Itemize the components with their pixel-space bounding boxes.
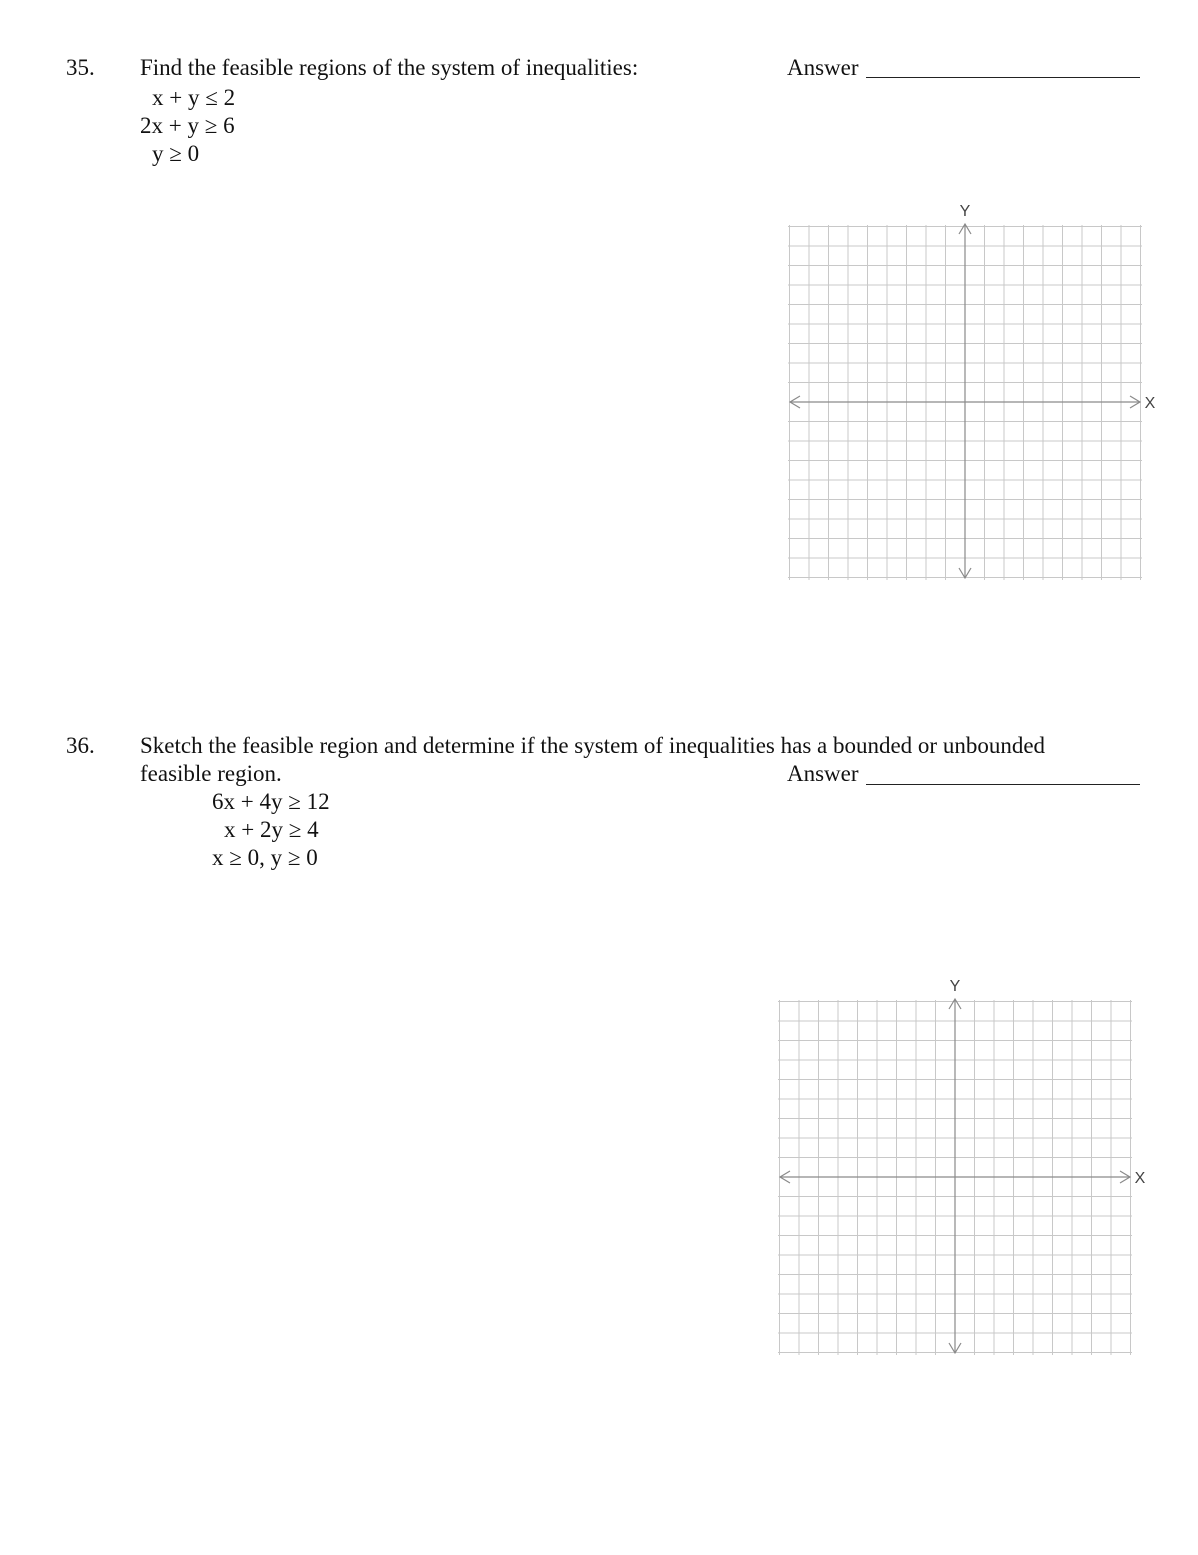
problem-36-inequality-3: x ≥ 0, y ≥ 0 <box>212 845 318 870</box>
problem-35-inequality-3: y ≥ 0 <box>152 141 200 166</box>
problem-36-question-cont: feasible region. <box>140 761 282 786</box>
problem-36-x-axis-label: X <box>1134 1170 1146 1187</box>
problem-35-x-axis-label: X <box>1144 395 1156 412</box>
problem-36-answer-label: Answer <box>787 761 859 786</box>
problem-35-answer-line[interactable] <box>866 77 1140 78</box>
problem-35-coordinate-grid[interactable] <box>780 200 1160 590</box>
problem-36-answer-line[interactable] <box>866 784 1140 785</box>
problem-36-inequality-1: 6x + 4y ≥ 12 <box>212 789 330 814</box>
problem-35-number: 35. <box>66 55 95 80</box>
problem-36-coordinate-grid[interactable] <box>770 975 1150 1365</box>
problem-36-question: Sketch the feasible region and determine if the system of inequalities has a bounded or unbounded <box>140 733 1046 758</box>
problem-35-inequality-1: x + y ≤ 2 <box>152 85 236 110</box>
problem-35-inequality-2: 2x + y ≥ 6 <box>140 113 235 138</box>
problem-36-y-axis-label: Y <box>949 978 961 995</box>
problem-36-number: 36. <box>66 733 95 758</box>
problem-35-answer-label: Answer <box>787 55 859 80</box>
problem-36-inequality-2: x + 2y ≥ 4 <box>224 817 319 842</box>
problem-35-y-axis-label: Y <box>959 203 971 220</box>
problem-35-question: Find the feasible regions of the system of inequalities: <box>140 55 639 80</box>
